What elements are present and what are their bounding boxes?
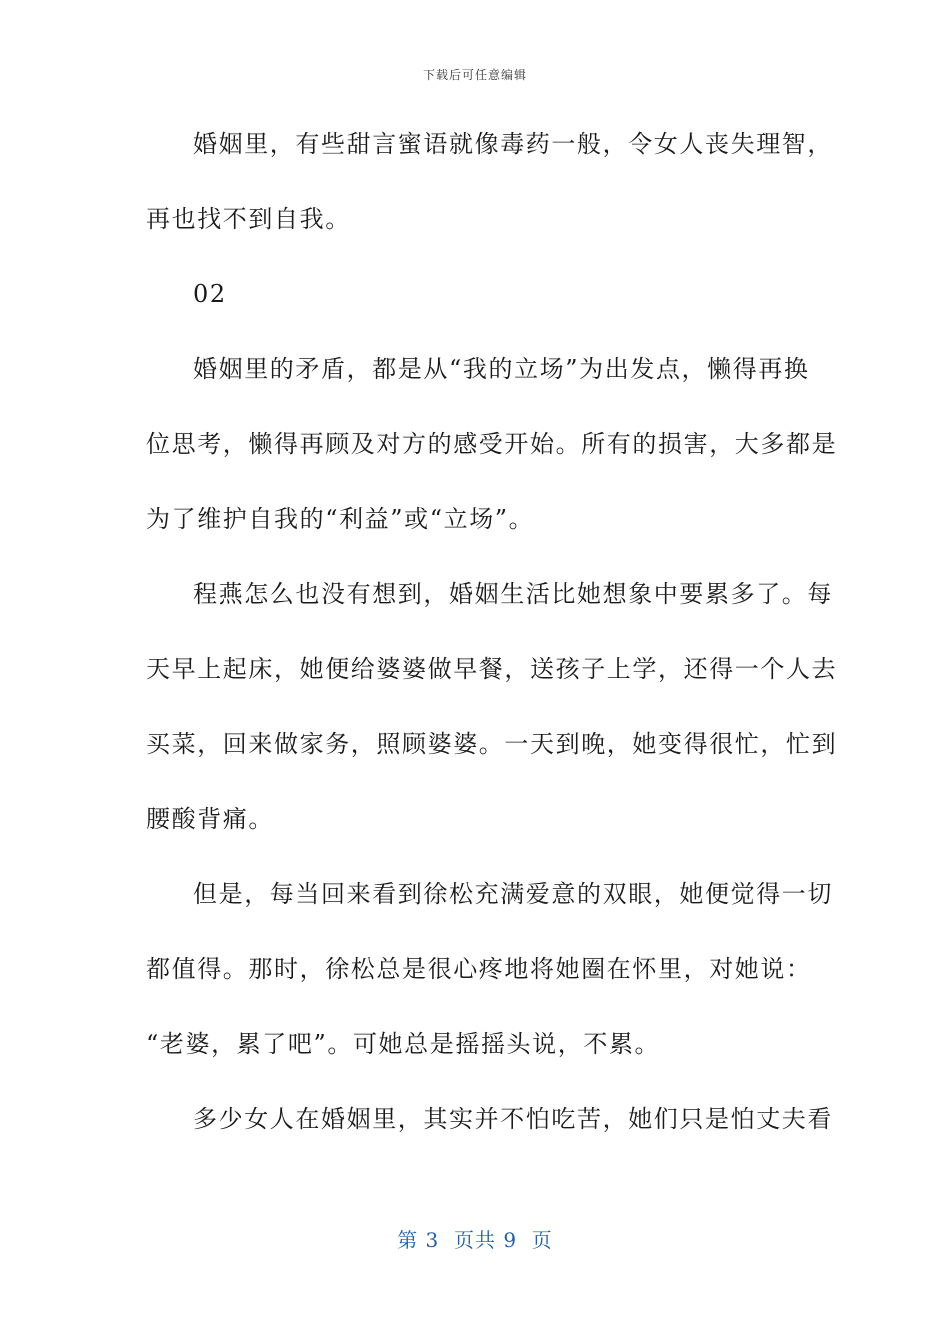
section-number: 02 <box>193 280 227 308</box>
page-number-footer: 第 3 页共 9 页 <box>397 1228 553 1252</box>
paragraph-line: 腰酸背痛。 <box>146 805 274 833</box>
paragraph-line: 为了维护自我的“利益”或“立场”。 <box>146 505 535 533</box>
paragraph-line: 都值得。那时，徐松总是很心疼地将她圈在怀里，对她说： <box>146 955 812 983</box>
paragraph-line: 程燕怎么也没有想到，婚姻生活比她想象中要累多了。每 <box>193 580 833 608</box>
paragraph-line: 但是，每当回来看到徐松充满爱意的双眼，她便觉得一切 <box>193 880 833 908</box>
paragraph-line: 买菜，回来做家务，照顾婆婆。一天到晚，她变得很忙，忙到 <box>146 730 838 758</box>
paragraph-line: 再也找不到自我。 <box>146 205 351 233</box>
paragraph-line: 位思考，懒得再顾及对方的感受开始。所有的损害，大多都是 <box>146 430 838 458</box>
paragraph-line: 天早上起床，她便给婆婆做早餐，送孩子上学，还得一个人去 <box>146 655 838 683</box>
paragraph-line: 多少女人在婚姻里，其实并不怕吃苦，她们只是怕丈夫看 <box>193 1105 833 1133</box>
paragraph-line: 婚姻里的矛盾，都是从“我的立场”为出发点，懒得再换 <box>193 355 810 383</box>
page-header: 下载后可任意编辑 <box>422 68 527 82</box>
paragraph-line: “老婆，累了吧”。可她总是摇摇头说，不累。 <box>146 1030 661 1058</box>
paragraph-line: 婚姻里，有些甜言蜜语就像毒药一般，令女人丧失理智， <box>193 130 833 158</box>
